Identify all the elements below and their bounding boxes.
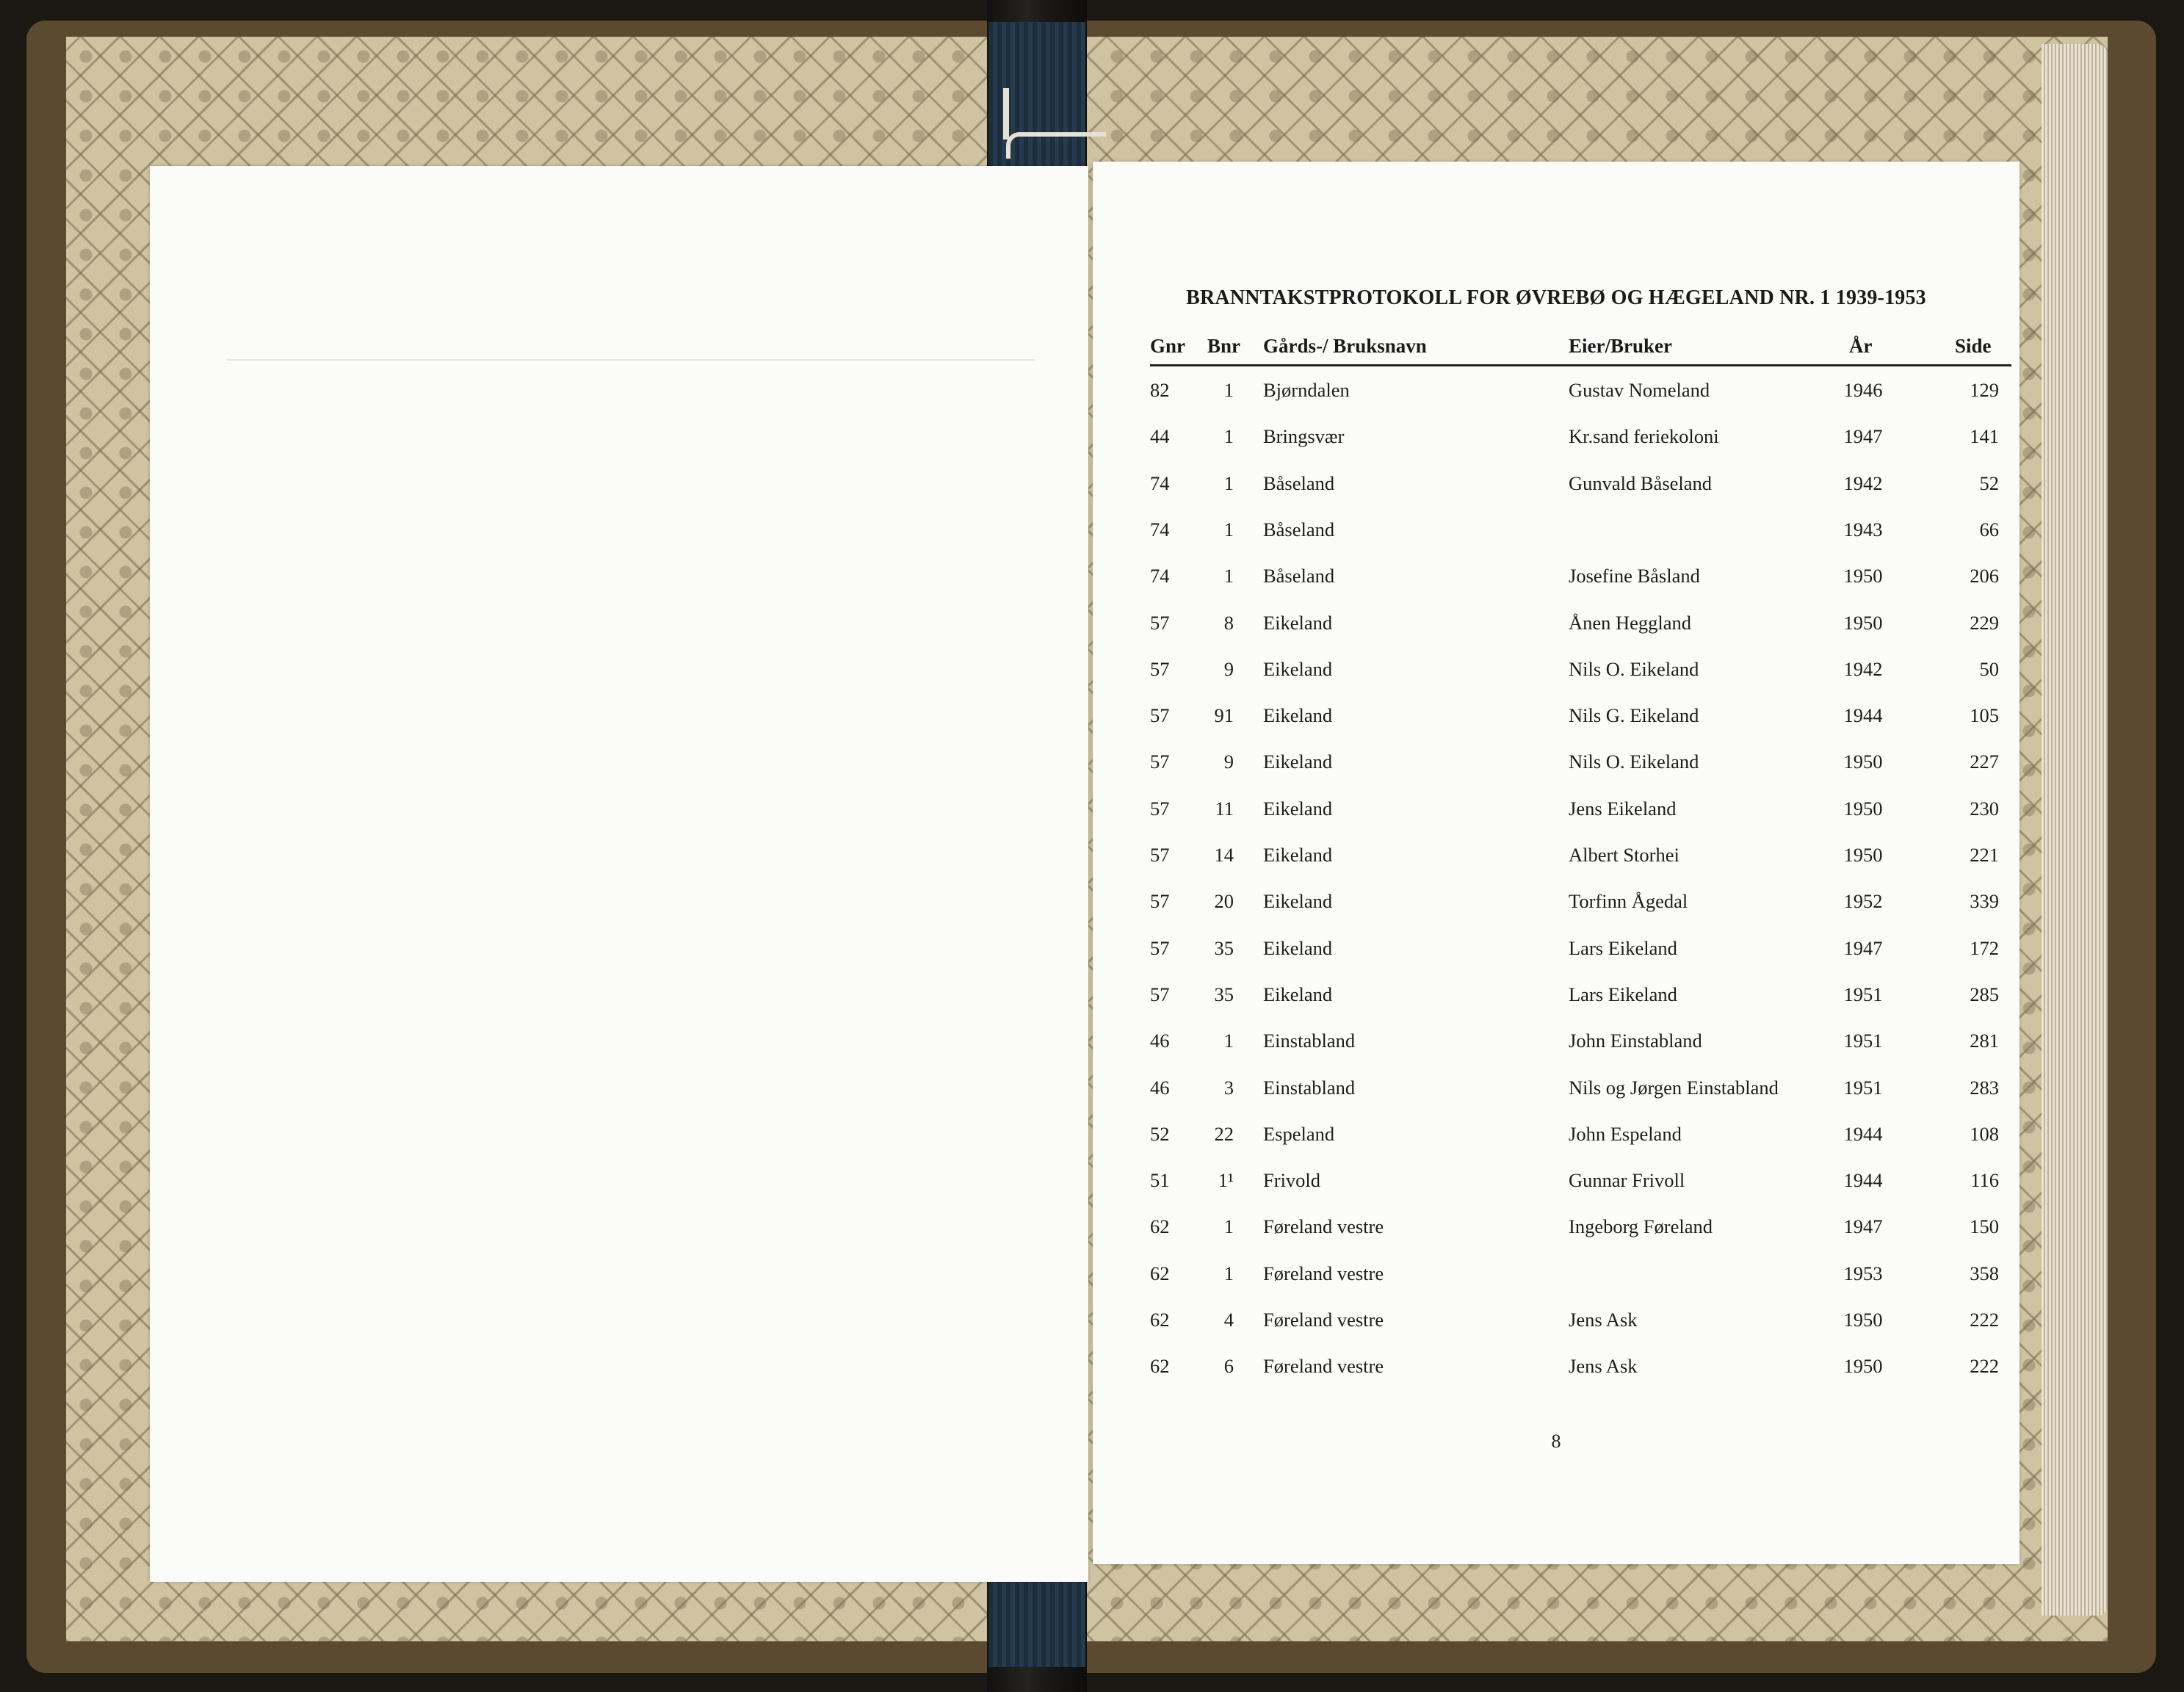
bookmark-cord (1003, 88, 1009, 140)
cell-year: 1953 (1843, 1262, 1883, 1284)
cell-year: 1951 (1843, 1030, 1883, 1052)
cell-bnr: 9 (1223, 751, 1234, 773)
cell-side: 229 (1970, 611, 1999, 634)
cell-year: 1950 (1843, 1355, 1883, 1378)
cell-bnr: 22 (1214, 1122, 1234, 1145)
cell-bnr: 35 (1214, 936, 1234, 959)
cell-owner: Gunvald Båseland (1569, 471, 1713, 494)
cell-year: 1950 (1843, 844, 1883, 866)
cell-name: Båseland (1263, 518, 1335, 540)
cell-gnr: 57 (1150, 797, 1170, 820)
cell-year: 1944 (1843, 1169, 1883, 1192)
cell-bnr: 1¹ (1218, 1169, 1234, 1192)
cell-gnr: 57 (1150, 983, 1170, 1005)
cell-gnr: 44 (1150, 425, 1170, 448)
table-row (1093, 1077, 2020, 1123)
table-row (1093, 658, 2020, 704)
cell-year: 1942 (1843, 657, 1883, 680)
col-header-owner: Eier/Bruker (1569, 335, 1672, 357)
cell-year: 1947 (1843, 1215, 1883, 1238)
cell-side: 150 (1970, 1215, 1999, 1238)
col-header-year: År (1849, 335, 1873, 357)
cell-gnr: 62 (1150, 1262, 1170, 1284)
cell-name: Einstabland (1263, 1030, 1356, 1052)
cell-owner: Nils O. Eikeland (1569, 657, 1699, 680)
cell-side: 52 (1979, 471, 1999, 494)
cell-owner: Josefine Båsland (1569, 565, 1700, 588)
cell-year: 1946 (1843, 379, 1883, 401)
cell-name: Båseland (1263, 565, 1335, 588)
cell-name: Eikeland (1263, 890, 1333, 913)
cell-owner: Gunnar Frivoll (1569, 1169, 1685, 1192)
cell-side: 129 (1970, 379, 1999, 401)
left-page (150, 166, 1088, 1582)
cell-bnr: 3 (1223, 1076, 1234, 1099)
cell-bnr: 35 (1214, 983, 1234, 1005)
cell-name: Føreland vestre (1263, 1309, 1384, 1331)
col-header-bnr: Bnr (1207, 335, 1241, 357)
cell-gnr: 82 (1150, 379, 1170, 401)
cell-name: Einstabland (1263, 1076, 1356, 1099)
cell-gnr: 57 (1150, 704, 1170, 727)
cell-side: 283 (1970, 1076, 1999, 1099)
cell-name: Eikeland (1263, 844, 1333, 866)
cell-name: Eikeland (1263, 983, 1333, 1005)
table-row (1093, 1169, 2020, 1215)
cell-side: 230 (1970, 797, 1999, 820)
cell-bnr: 6 (1223, 1355, 1234, 1378)
cell-gnr: 74 (1150, 471, 1170, 494)
cell-name: Frivold (1263, 1169, 1321, 1192)
cell-owner: Jens Ask (1569, 1309, 1638, 1331)
cell-bnr: 4 (1223, 1309, 1234, 1331)
table-row (1093, 937, 2020, 983)
cell-owner: Nils og Jørgen Einstabland (1569, 1076, 1779, 1099)
cell-owner: Nils O. Eikeland (1569, 751, 1699, 773)
table-row (1093, 1215, 2020, 1262)
cell-side: 141 (1970, 425, 1999, 448)
cell-owner: Jens Ask (1569, 1355, 1638, 1378)
table-row (1093, 704, 2020, 751)
cell-bnr: 1 (1223, 379, 1234, 401)
cell-name: Bjørndalen (1263, 379, 1350, 401)
cell-owner: Gustav Nomeland (1569, 379, 1710, 401)
show-through-from-reverse (150, 166, 1088, 1582)
tailband (988, 1579, 1085, 1667)
cell-gnr: 52 (1150, 1122, 1170, 1145)
cell-side: 227 (1970, 751, 1999, 773)
cell-year: 1951 (1843, 983, 1883, 1005)
cell-name: Bringsvær (1263, 425, 1345, 448)
table-row (1093, 798, 2020, 844)
cell-gnr: 74 (1150, 518, 1170, 540)
col-header-name: Gårds-/ Bruksnavn (1263, 335, 1427, 357)
cell-gnr: 62 (1150, 1309, 1170, 1331)
cell-side: 66 (1979, 518, 1999, 540)
document-title: BRANNTAKSTPROTOKOLL FOR ØVREBØ OG HÆGELAND NR. 1 1939-1953 (1186, 286, 1926, 309)
cell-name: Eikeland (1263, 704, 1333, 727)
cell-gnr: 57 (1150, 611, 1170, 634)
cell-gnr: 51 (1150, 1169, 1170, 1192)
table-row (1093, 1309, 2020, 1355)
cell-year: 1950 (1843, 565, 1883, 588)
cell-side: 222 (1970, 1355, 1999, 1378)
cell-gnr: 57 (1150, 936, 1170, 959)
cell-gnr: 57 (1150, 751, 1170, 773)
cell-owner: Lars Eikeland (1569, 983, 1677, 1005)
cell-year: 1950 (1843, 751, 1883, 773)
cell-year: 1950 (1843, 611, 1883, 634)
table-row (1093, 1262, 2020, 1309)
cell-bnr: 1 (1223, 471, 1234, 494)
cell-owner: John Espeland (1569, 1122, 1682, 1145)
cell-bnr: 1 (1223, 1262, 1234, 1284)
table-row (1093, 1355, 2020, 1401)
cell-year: 1950 (1843, 797, 1883, 820)
cell-year: 1947 (1843, 425, 1883, 448)
table-row (1093, 565, 2020, 611)
table-row (1093, 612, 2020, 658)
cell-side: 358 (1970, 1262, 1999, 1284)
cell-bnr: 11 (1215, 797, 1234, 820)
right-page (1093, 162, 2020, 1564)
col-header-gnr: Gnr (1150, 335, 1186, 357)
cell-bnr: 8 (1223, 611, 1234, 634)
cell-year: 1944 (1843, 704, 1883, 727)
cell-side: 50 (1979, 657, 1999, 680)
table-row (1093, 1030, 2020, 1076)
cell-bnr: 1 (1223, 1215, 1234, 1238)
cell-side: 221 (1970, 844, 1999, 866)
cell-bnr: 1 (1223, 518, 1234, 540)
cell-name: Eikeland (1263, 797, 1333, 820)
col-header-side: Side (1955, 335, 1992, 357)
cell-owner: Lars Eikeland (1569, 936, 1677, 959)
cell-bnr: 14 (1214, 844, 1234, 866)
cell-year: 1947 (1843, 936, 1883, 959)
cell-bnr: 9 (1223, 657, 1234, 680)
cell-bnr: 1 (1223, 565, 1234, 588)
cell-owner: Kr.sand feriekoloni (1569, 425, 1719, 448)
cell-name: Føreland vestre (1263, 1215, 1384, 1238)
cell-name: Båseland (1263, 471, 1335, 494)
cell-gnr: 74 (1150, 565, 1170, 588)
cell-name: Eikeland (1263, 611, 1333, 634)
table-row (1093, 844, 2020, 890)
cell-name: Føreland vestre (1263, 1355, 1384, 1378)
cell-bnr: 20 (1214, 890, 1234, 913)
cell-gnr: 57 (1150, 890, 1170, 913)
cell-year: 1951 (1843, 1076, 1883, 1099)
table-row (1093, 472, 2020, 518)
cell-year: 1943 (1843, 518, 1883, 540)
cell-owner: John Einstabland (1569, 1030, 1702, 1052)
table-row (1093, 890, 2020, 936)
cell-bnr: 1 (1223, 1030, 1234, 1052)
cell-name: Espeland (1263, 1122, 1335, 1145)
cell-owner: Torfinn Ågedal (1569, 890, 1688, 913)
cell-side: 339 (1970, 890, 1999, 913)
cell-gnr: 46 (1150, 1076, 1170, 1099)
page-number: 8 (1551, 1431, 1561, 1452)
cell-gnr: 57 (1150, 657, 1170, 680)
table-row (1093, 751, 2020, 797)
cell-bnr: 1 (1223, 425, 1234, 448)
table-row (1093, 379, 2020, 425)
cell-side: 116 (1970, 1169, 1999, 1192)
cell-owner: Jens Eikeland (1569, 797, 1677, 820)
table-row (1093, 518, 2020, 565)
cell-gnr: 62 (1150, 1355, 1170, 1378)
cell-side: 206 (1970, 565, 1999, 588)
cell-side: 105 (1970, 704, 1999, 727)
cell-year: 1950 (1843, 1309, 1883, 1331)
cell-side: 285 (1970, 983, 1999, 1005)
cell-year: 1944 (1843, 1122, 1883, 1145)
cell-name: Føreland vestre (1263, 1262, 1384, 1284)
cell-bnr: 91 (1214, 704, 1234, 727)
cell-year: 1952 (1843, 890, 1883, 913)
cell-gnr: 46 (1150, 1030, 1170, 1052)
cell-gnr: 57 (1150, 844, 1170, 866)
page-block-edge (2042, 44, 2108, 1616)
cell-name: Eikeland (1263, 936, 1333, 959)
cell-name: Eikeland (1263, 657, 1333, 680)
cell-side: 172 (1970, 936, 1999, 959)
cell-owner: Ånen Heggland (1569, 611, 1692, 634)
table-row (1093, 1123, 2020, 1169)
cell-year: 1942 (1843, 471, 1883, 494)
cell-side: 222 (1970, 1309, 1999, 1331)
cell-side: 281 (1970, 1030, 1999, 1052)
cell-gnr: 62 (1150, 1215, 1170, 1238)
table-row (1093, 425, 2020, 471)
bookmark-cord-loop (1006, 132, 1106, 159)
cell-name: Eikeland (1263, 751, 1333, 773)
cell-side: 108 (1970, 1122, 1999, 1145)
cell-owner: Albert Storhei (1569, 844, 1679, 866)
header-rule (1150, 364, 2011, 366)
cell-owner: Nils G. Eikeland (1569, 704, 1699, 727)
table-row (1093, 983, 2020, 1030)
cell-owner: Ingeborg Føreland (1569, 1215, 1713, 1238)
